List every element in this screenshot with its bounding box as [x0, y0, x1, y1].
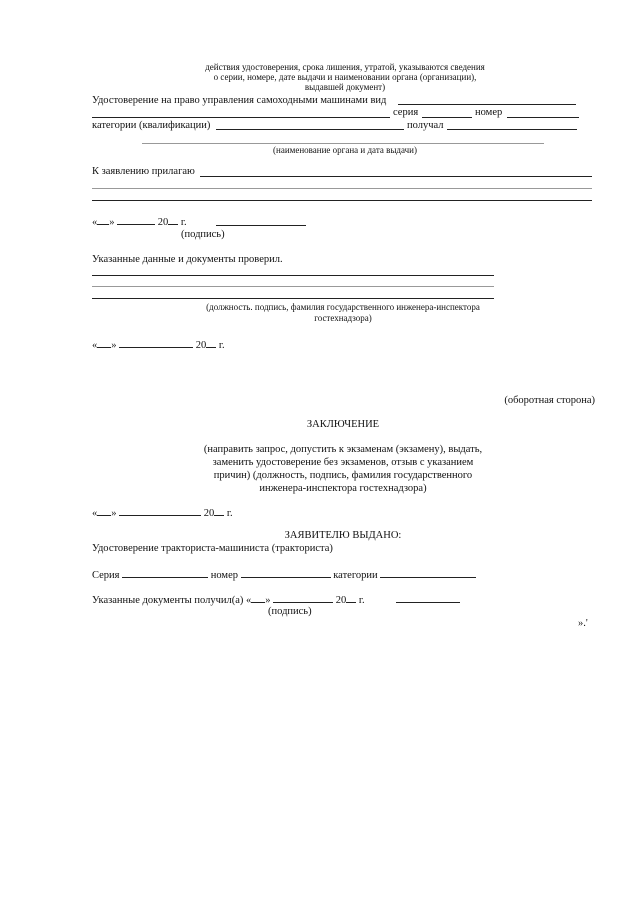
date1-month-field[interactable] — [117, 215, 155, 225]
license-series-field[interactable] — [422, 117, 472, 118]
top-note-line-3: выдавшей документ) — [304, 82, 386, 92]
date1-day-field[interactable] — [97, 215, 109, 225]
license-received-label: получал — [407, 120, 444, 131]
issued-signature-caption: (подпись) — [268, 606, 312, 617]
verified-field-1[interactable] — [92, 275, 494, 276]
issued-title: ЗАЯВИТЕЛЮ ВЫДАНО: — [284, 530, 402, 541]
license-number-field[interactable] — [507, 117, 579, 118]
issued-license-label: Удостоверение тракториста-машиниста (тракториста) — [92, 543, 333, 554]
verified-label: Указанные данные и документы проверил. — [92, 254, 283, 265]
verified-field-2[interactable] — [92, 286, 494, 287]
issued-categories-field[interactable] — [380, 568, 476, 578]
date2-month-field[interactable] — [119, 338, 193, 348]
date2-year-field[interactable] — [206, 338, 216, 348]
issuer-field[interactable] — [142, 143, 544, 144]
issued-day-field[interactable] — [251, 593, 265, 603]
date3-year-field[interactable] — [214, 506, 224, 516]
date3-day-field[interactable] — [97, 506, 111, 516]
date1-year-field[interactable] — [168, 215, 178, 225]
issued-signature-field[interactable] — [396, 602, 460, 603]
issued-number-field[interactable] — [241, 568, 331, 578]
issuer-caption: (наименование органа и дата выдачи) — [273, 145, 417, 155]
attach-label: К заявлению прилагаю — [92, 166, 195, 177]
license-line-label: Удостоверение на право управления самоходными машинами вид — [92, 95, 387, 106]
date2-day-field[interactable] — [97, 338, 111, 348]
license-categories-label: категории (квалификации) — [92, 120, 211, 131]
date3-row: « » 20 г. — [92, 508, 233, 519]
attach-field-3[interactable] — [92, 200, 592, 201]
conclusion-line-2: заменить удостоверение без экзаменов, отзыв с указанием — [212, 457, 474, 468]
license-continuation-field[interactable] — [92, 117, 390, 118]
end-mark: ».' — [578, 618, 588, 629]
verified-caption-1: (должность. подпись, фамилия государственного инженера-инспектора — [206, 302, 480, 312]
issued-year-field[interactable] — [346, 593, 356, 603]
verified-caption-2: гостехнадзора) — [314, 313, 372, 323]
top-note-line-1: действия удостоверения, срока лишения, утратой, указываются сведения — [205, 62, 485, 72]
conclusion-line-3: причин) (должность, подпись, фамилия государственного — [213, 470, 473, 481]
date1-signature-caption: (подпись) — [181, 229, 225, 240]
issued-month-field[interactable] — [273, 593, 333, 603]
license-series-label: серия — [393, 107, 419, 118]
issued-received-row: Указанные документы получил(а) « » 20 г. — [92, 595, 365, 606]
verified-field-3[interactable] — [92, 298, 494, 299]
issued-series-row: Серия номер категории — [92, 568, 476, 582]
date1-signature-field[interactable] — [216, 225, 306, 226]
conclusion-line-4: инженера-инспектора гостехнадзора) — [259, 483, 427, 494]
conclusion-title: ЗАКЛЮЧЕНИЕ — [306, 419, 380, 430]
date1-row: « » 20 г. — [92, 217, 187, 228]
license-number-label: номер — [475, 107, 503, 118]
attach-field-1[interactable] — [200, 176, 592, 177]
attach-field-2[interactable] — [92, 188, 592, 189]
reverse-side-label: (оборотная сторона) — [504, 395, 595, 406]
license-categories-field[interactable] — [216, 129, 404, 130]
date3-month-field[interactable] — [119, 506, 201, 516]
conclusion-line-1: (направить запрос, допустить к экзаменам (экзамену), выдать, — [203, 444, 483, 455]
license-received-field[interactable] — [447, 129, 577, 130]
issued-series-field[interactable] — [122, 568, 208, 578]
top-note-line-2: о серии, номере, дате выдачи и наименовании органа (организации), — [213, 72, 477, 82]
date2-row: « » 20 г. — [92, 340, 225, 351]
license-type-field[interactable] — [398, 104, 576, 105]
